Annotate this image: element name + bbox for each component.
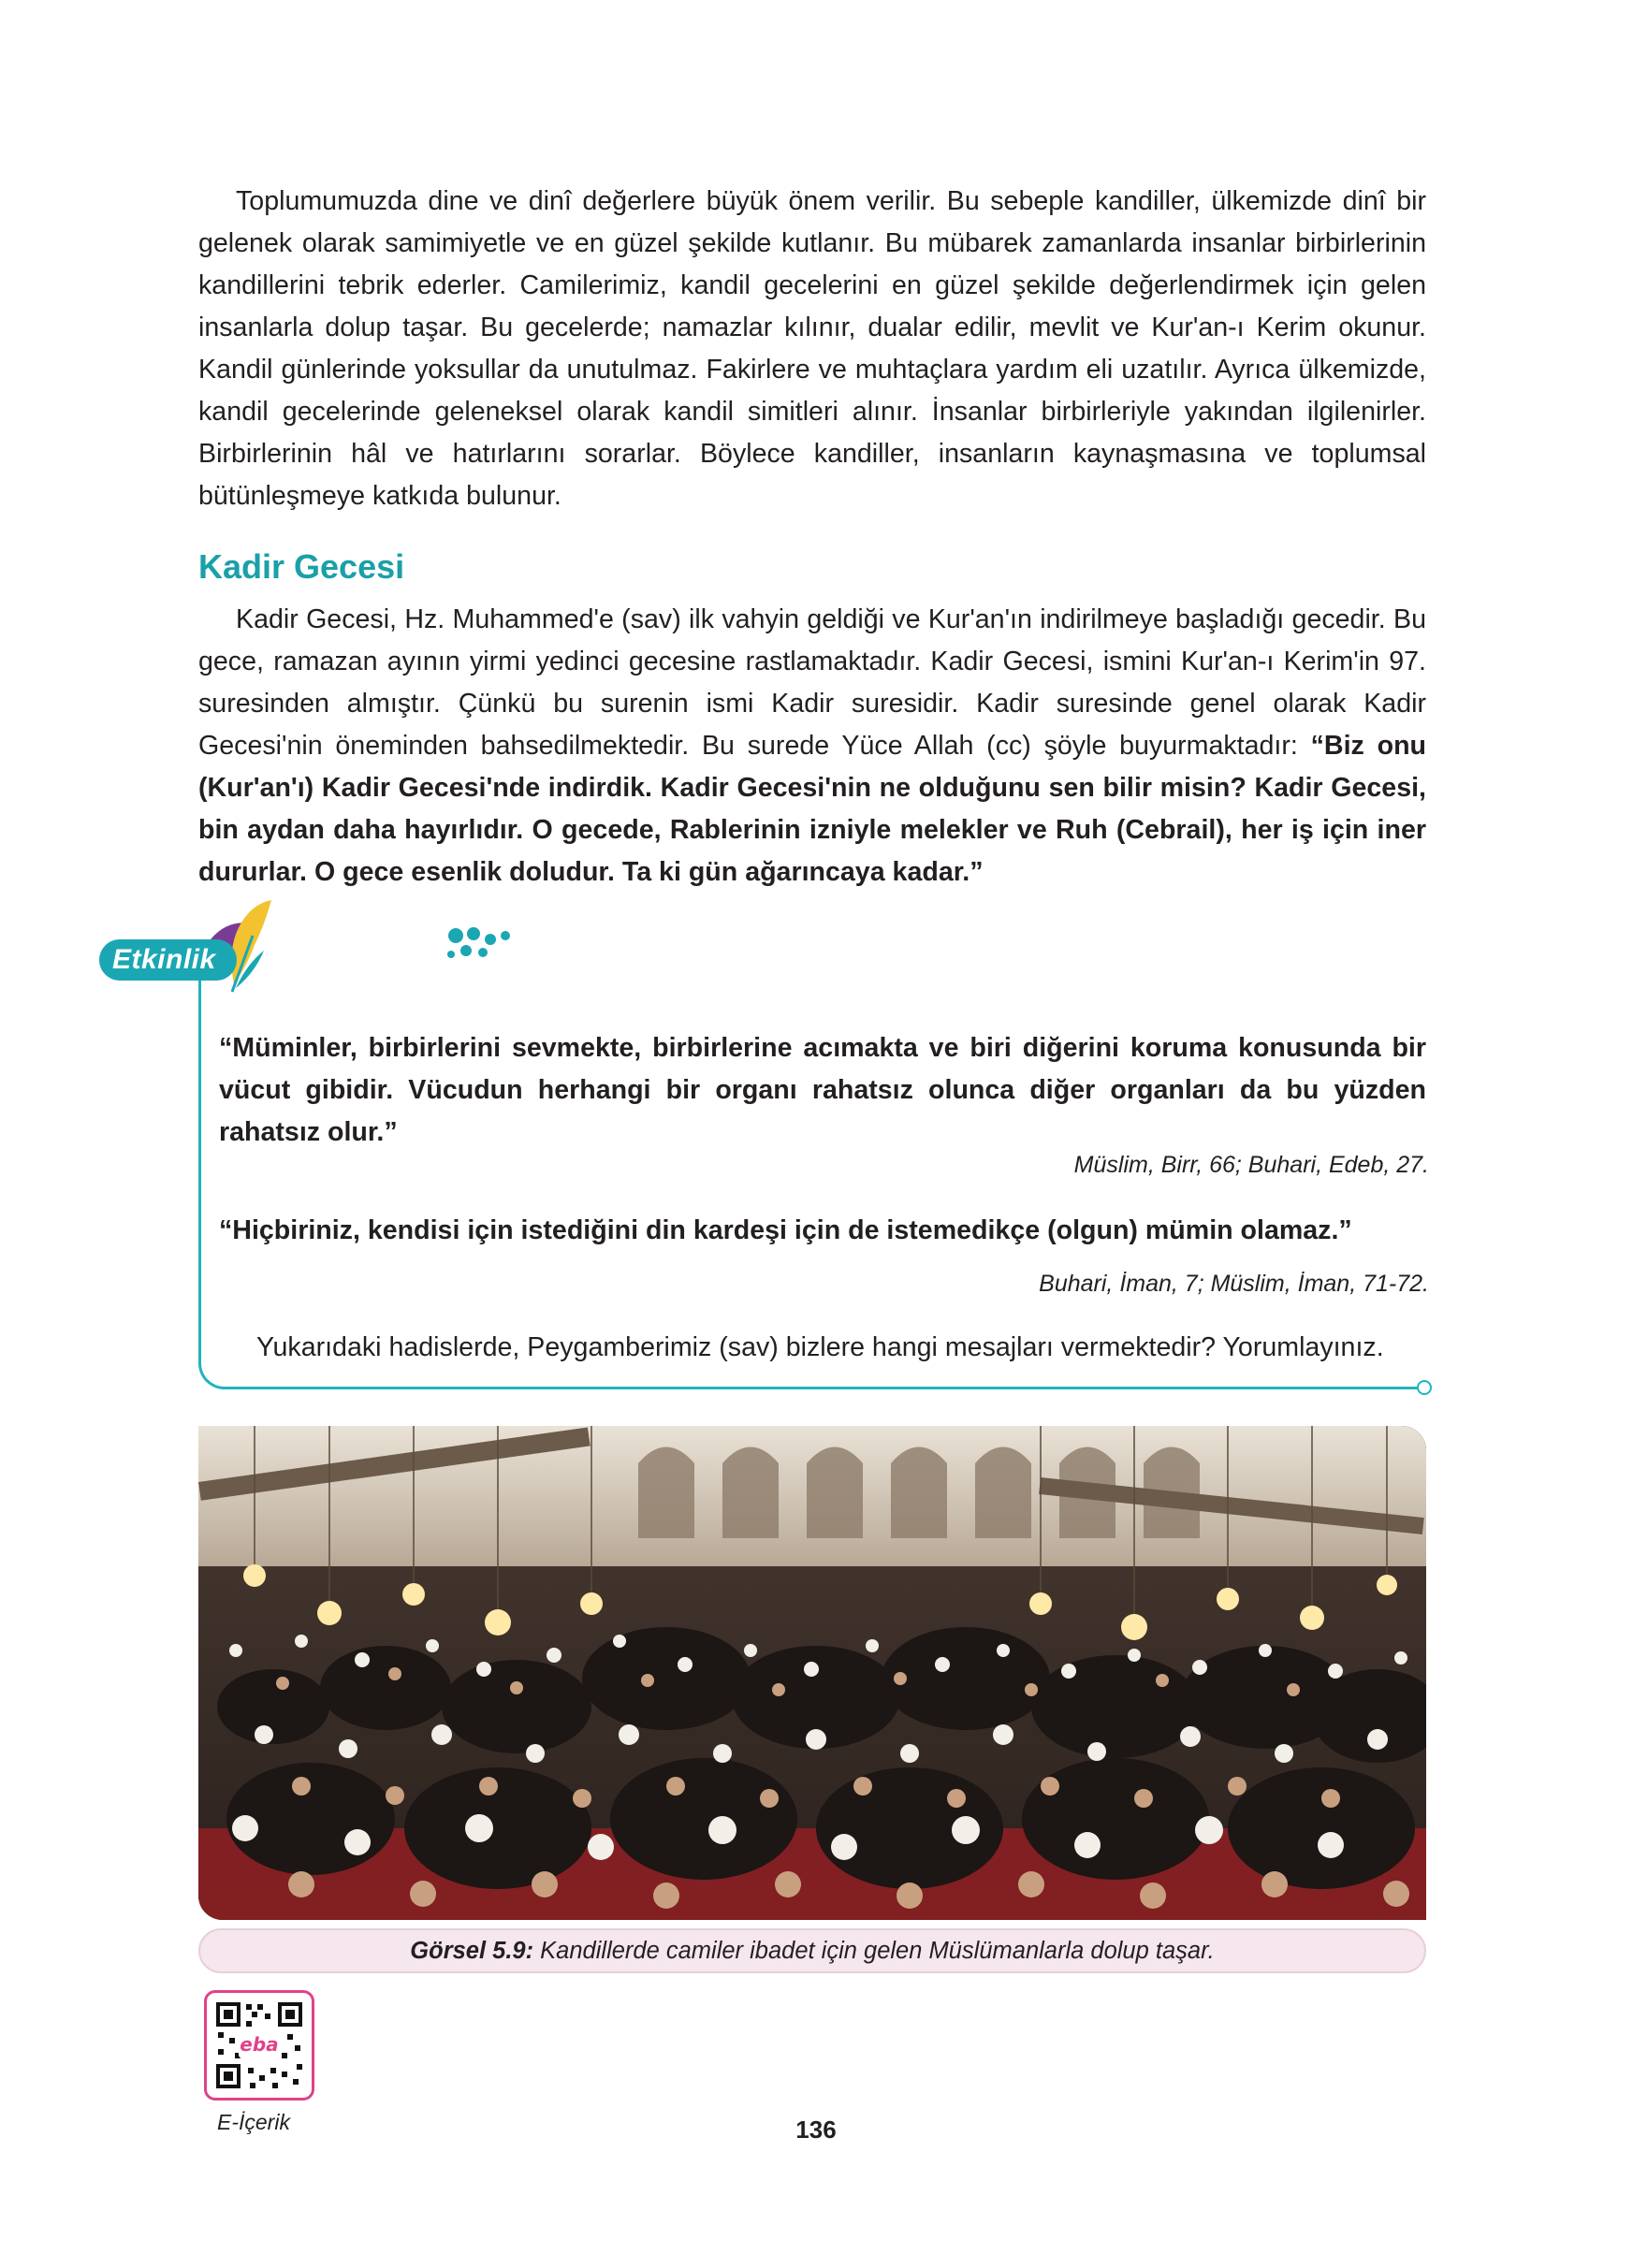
kadir-paragraph [198,599,1426,894]
page-number: 136 [795,2115,837,2144]
intro-paragraph: Toplumumuzda dine ve dinî değerlere büyük önem verilir. Bu sebeple kandiller, ülkemizde dinî bir gelenek olarak samimiyetle ve en güzel şekilde kutlanır. Bu mübarek zamanlarda insanlar birbirlerinin kandillerini tebrik ederler. Camilerimiz, kandil gecelerini en güzel şekilde değerlendirmek için gelen insanlarla dolup taşar. Bu gecelerde; namazlar kılınır, dualar edilir, mevlit ve Kur'an-ı Kerim okunur. Kandil günlerinde yoksullar da unutulmaz. Fakirlere ve muhtaçlara yardım eli uzatılır. Ayrıca ülkemizde, kandil gecelerinde geleneksel olarak kandil simitleri alınır. İnsanlar birbirleriyle yakından ilgilenirler. Birbirlerinin hâl ve hatırlarını sorarlar. Böylece kandiller, insanların kaynaşmasına ve toplumsal bütünleşmeye katkıda bulunur. [198,186,1426,511]
activity-frame-end-dot [1417,1380,1432,1395]
figure-caption-label: Görsel 5.9: [410,1938,534,1964]
e-icerik-label: E-İçerik [217,2110,290,2134]
hadith-quote-1: “Müminler, birbirlerini sevmekte, birbirlerine acımakta ve biri diğerini koruma konusunda bir vücut gibidir. Vücudun herhangi bir organı rahatsız olunca diğer organları da bu yüzden rahatsız olur.” [219,1033,1426,1147]
activity-badge-text: Etkinlik [112,944,216,975]
kadir-text: Kadir Gecesi, Hz. Muhammed'e (sav) ilk vahyin geldiği ve Kur'an'ın indirilmeye başladığı gecedir. Bu gece, ramazan ayının yirmi yedinci gecesine rastlamaktadır. Kadir Gecesi, ismini Kur'an-ı Kerim'in 97. suresinden almıştır. Çünkü bu surenin ismi Kadir suresidir. Kadir suresinde genel olarak Kadir Gecesi'nin öneminden bahsedilmektedir. Bu surede Yüce Allah (cc) şöyle buyurmaktadır: [198,604,1426,761]
kadir-verse: “Biz onu (Kur'an'ı) Kadir Gecesi'nde indirdik. Kadir Gecesi'nin ne olduğunu sen bilir misin? Kadir Gecesi, bin aydan daha hayırlıdır. O gecede, Rablerinin izniyle melekler ve Ruh (Cebrail), her iş için iner dururlar. O gece esenlik doludur. Ta ki gün ağarıncaya kadar.” [198,731,1426,887]
mosque-crowd-illustration [198,1426,1426,1920]
qr-center-text: eba [240,2033,279,2056]
qr-code[interactable] [204,1990,314,2101]
hadith-source-1: Müslim, Birr, 66; Buhari, Edeb, 27. [1073,1152,1429,1178]
activity-question: Yukarıdaki hadislerde, Peygamberimiz (sav) bizlere hangi mesajları vermektedir? Yorumlayınız. [256,1332,1384,1362]
bubbles-icon [447,927,510,958]
hadith-source-2: Buhari, İman, 7; Müslim, İman, 71-72. [1039,1271,1429,1297]
figure-caption-text: Kandillerde camiler ibadet için gelen Müslümanlarla dolup taşar. [533,1938,1215,1964]
activity-badge-label [99,939,237,981]
section-heading-kadir-gecesi: Kadir Gecesi [198,547,405,586]
mosque-crowd-photo [198,1426,1426,1920]
figure-caption [198,1928,1426,1973]
qr-code-pattern [207,1993,312,2098]
hadith-quote-2: “Hiçbiriniz, kendisi için istediğini din kardeşi için de istemedikçe (olgun) mümin olamaz.” [219,1215,1352,1245]
activity-badge-decoration [198,898,517,1001]
